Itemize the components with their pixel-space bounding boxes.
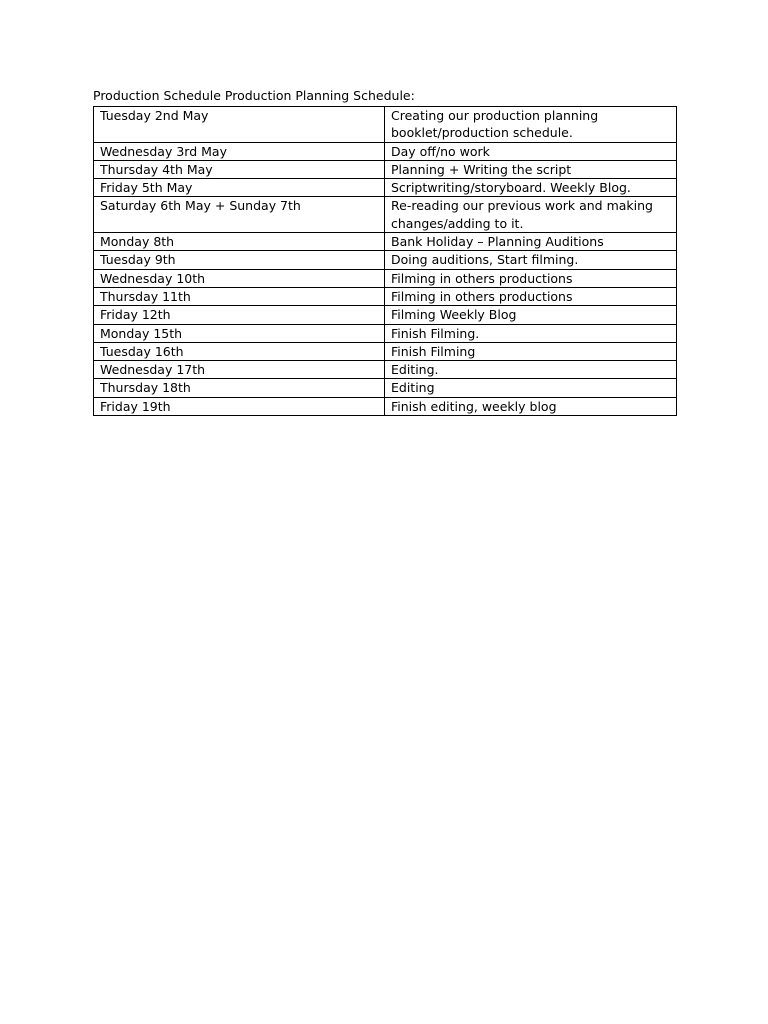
task-cell: Finish editing, weekly blog <box>385 397 677 415</box>
task-cell: Finish Filming <box>385 342 677 360</box>
table-row <box>94 397 677 415</box>
table-row <box>94 179 677 197</box>
task-cell: Filming Weekly Blog <box>385 306 677 324</box>
day-cell: Tuesday 9th <box>94 251 385 269</box>
task-cell: Doing auditions, Start filming. <box>385 251 677 269</box>
day-cell: Thursday 4th May <box>94 160 385 178</box>
table-row <box>94 142 677 160</box>
table-row <box>94 107 677 143</box>
table-row <box>94 324 677 342</box>
day-cell: Monday 15th <box>94 324 385 342</box>
task-cell: Planning + Writing the script <box>385 160 677 178</box>
day-cell: Friday 19th <box>94 397 385 415</box>
task-cell: Filming in others productions <box>385 287 677 305</box>
schedule-table <box>93 106 677 416</box>
table-row <box>94 160 677 178</box>
day-cell: Wednesday 3rd May <box>94 142 385 160</box>
table-row <box>94 233 677 251</box>
day-cell: Thursday 11th <box>94 287 385 305</box>
table-row <box>94 197 677 233</box>
day-cell: Wednesday 10th <box>94 269 385 287</box>
task-cell: Re-reading our previous work and making changes/adding to it. <box>385 197 677 233</box>
page-title: Production Schedule Production Planning Schedule: <box>93 88 415 103</box>
table-row <box>94 306 677 324</box>
day-cell: Thursday 18th <box>94 379 385 397</box>
day-cell: Wednesday 17th <box>94 361 385 379</box>
table-row <box>94 361 677 379</box>
table-row <box>94 342 677 360</box>
table-row <box>94 379 677 397</box>
task-cell: Editing <box>385 379 677 397</box>
day-cell: Tuesday 2nd May <box>94 107 385 143</box>
task-cell: Day off/no work <box>385 142 677 160</box>
task-cell: Scriptwriting/storyboard. Weekly Blog. <box>385 179 677 197</box>
day-cell: Saturday 6th May + Sunday 7th <box>94 197 385 233</box>
table-row <box>94 287 677 305</box>
day-cell: Friday 12th <box>94 306 385 324</box>
task-cell: Finish Filming. <box>385 324 677 342</box>
task-cell: Filming in others productions <box>385 269 677 287</box>
task-cell: Editing. <box>385 361 677 379</box>
day-cell: Friday 5th May <box>94 179 385 197</box>
task-cell: Creating our production planning booklet/production schedule. <box>385 107 677 143</box>
day-cell: Monday 8th <box>94 233 385 251</box>
day-cell: Tuesday 16th <box>94 342 385 360</box>
table-row <box>94 251 677 269</box>
task-cell: Bank Holiday – Planning Auditions <box>385 233 677 251</box>
table-row <box>94 269 677 287</box>
